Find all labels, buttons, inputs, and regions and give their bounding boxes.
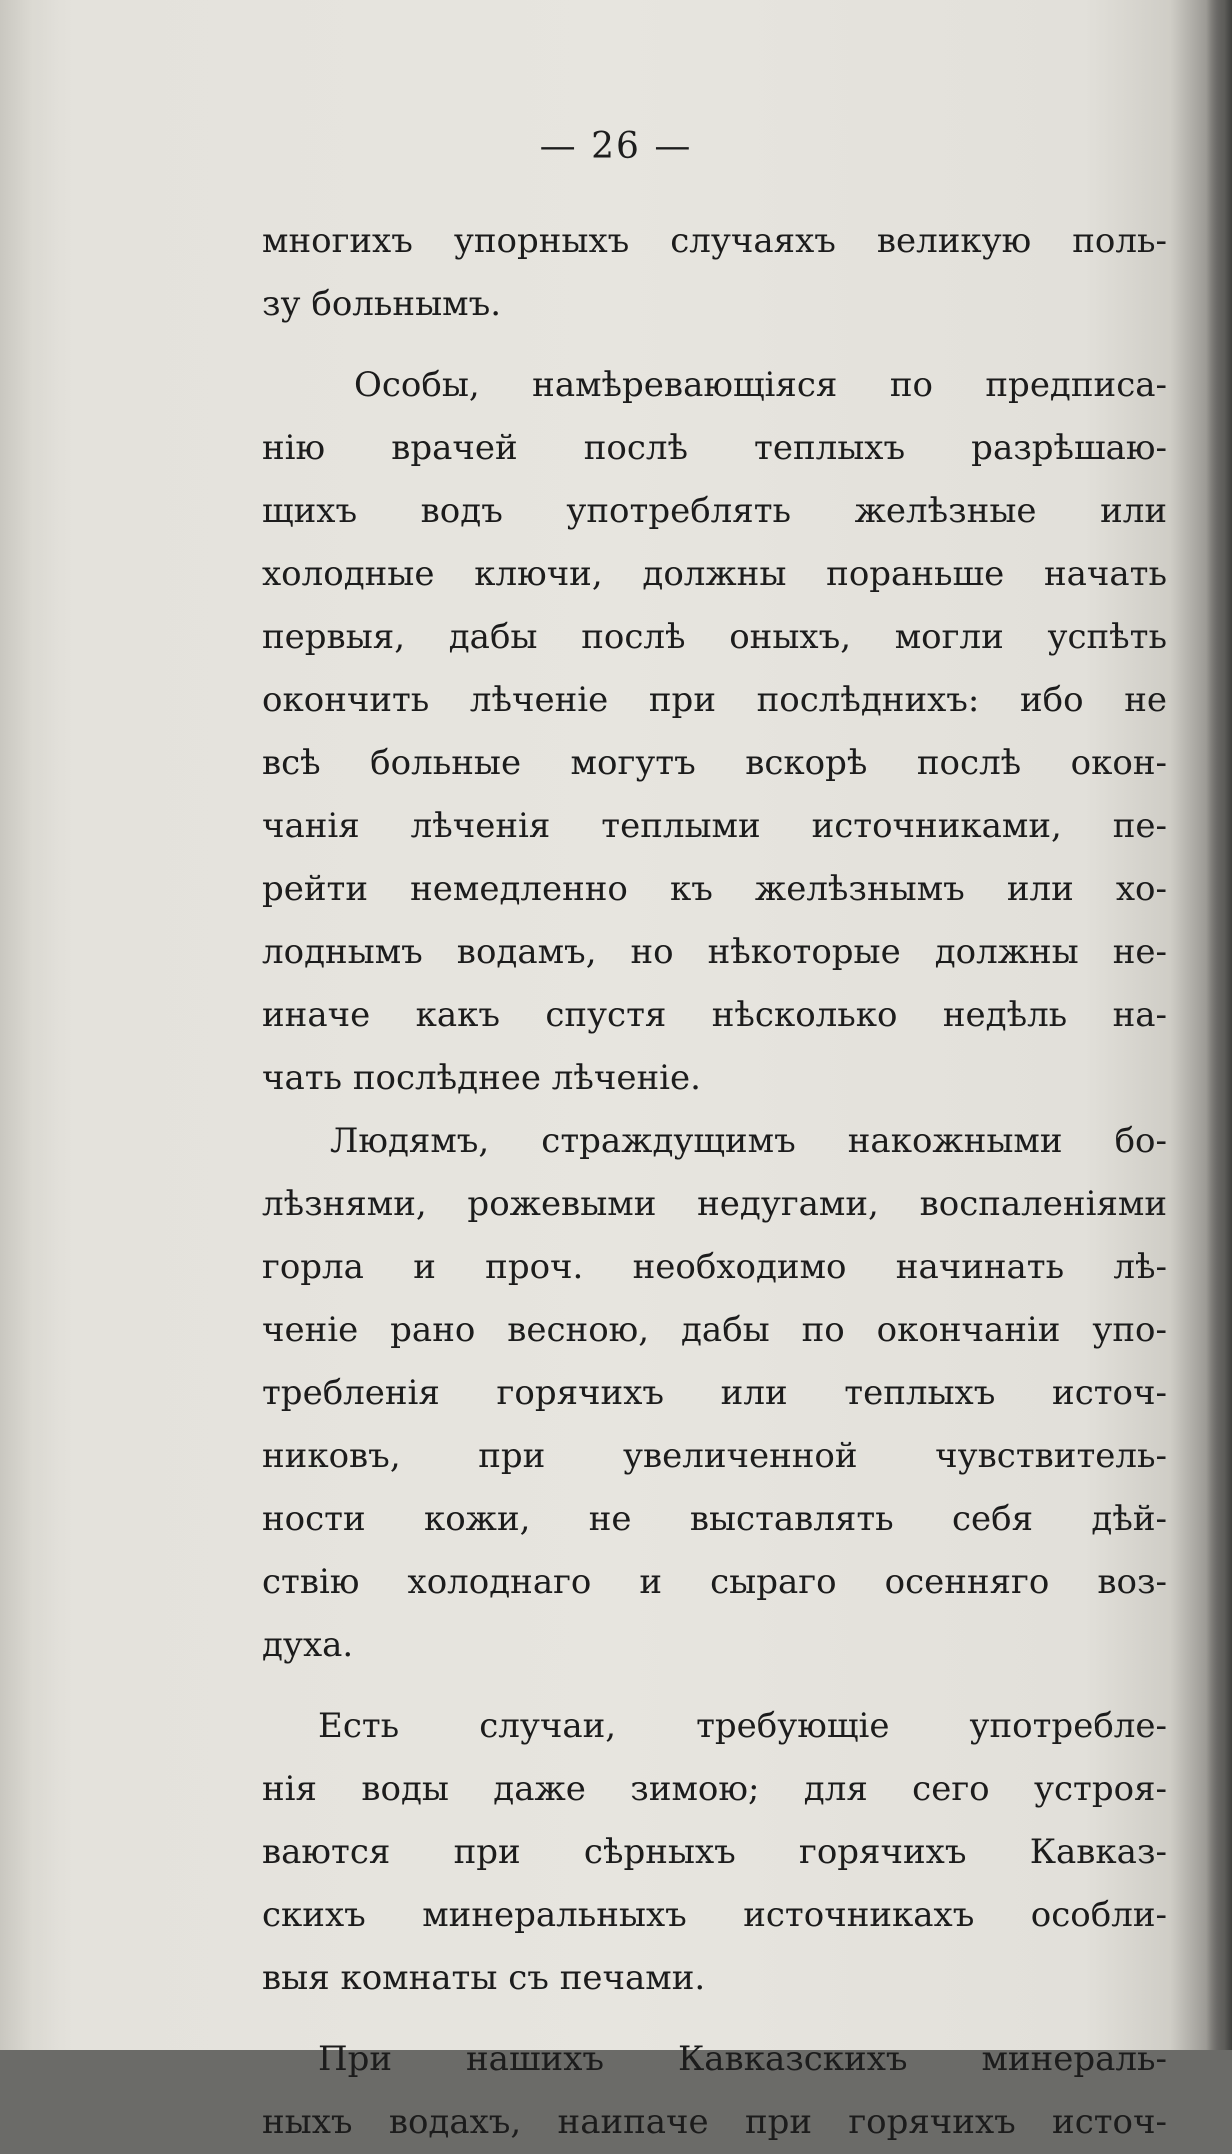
text-line: ности кожи, не выставлять себя дѣй- — [262, 1499, 1167, 1539]
body-text — [262, 210, 1167, 2154]
page-number: — 26 — — [539, 126, 693, 167]
paragraph-first-line: При нашихъ Кавказскихъ минераль- — [318, 2039, 1167, 2079]
text-line: выя комнаты съ печами. — [262, 1958, 706, 1998]
text-line: скихъ минеральныхъ источникахъ особли- — [262, 1895, 1167, 1935]
text-line: нію врачей послѣ теплыхъ разрѣшаю- — [262, 428, 1167, 468]
text-line: многихъ упорныхъ случаяхъ великую поль- — [262, 221, 1167, 261]
text-line: рейти немедленно къ желѣзнымъ или хо- — [262, 869, 1167, 909]
text-line: зу больнымъ. — [262, 284, 502, 324]
text-line: ченіе рано весною, дабы по окончаніи упо- — [262, 1310, 1167, 1350]
text-line: холодные ключи, должны пораньше начать — [262, 554, 1167, 594]
text-line: духа. — [262, 1625, 354, 1665]
text-line: никовъ, при увеличенной чувствитель- — [262, 1436, 1167, 1476]
paragraph-first-line: Особы, намѣревающіяся по предписа- — [354, 365, 1167, 405]
text-line: горла и проч. необходимо начинать лѣ- — [262, 1247, 1167, 1287]
page-left-edge — [0, 0, 55, 2050]
text-line: чанія лѣченія теплыми источниками, пе- — [262, 806, 1167, 846]
text-line: ваются при сѣрныхъ горячихъ Кавказ- — [262, 1832, 1167, 1872]
paragraph-first-line: Людямъ, страждущимъ накожными бо- — [330, 1121, 1167, 1161]
text-line: ствію холоднаго и сыраго осенняго воз- — [262, 1562, 1167, 1602]
text-line: лоднымъ водамъ, но нѣкоторые должны не- — [262, 932, 1167, 972]
text-line: щихъ водъ употреблять желѣзные или — [262, 491, 1167, 531]
text-line: требленія горячихъ или теплыхъ источ- — [262, 1373, 1167, 1413]
text-line: нія воды даже зимою; для сего устроя- — [262, 1769, 1167, 1809]
text-line: ныхъ водахъ, наипаче при горячихъ источ- — [262, 2102, 1167, 2142]
text-line: окончить лѣченіе при послѣднихъ: ибо не — [262, 680, 1167, 720]
paragraph-first-line: Есть случаи, требующіе употребле- — [318, 1706, 1167, 1746]
text-line: всѣ больные могутъ вскорѣ послѣ окон- — [262, 743, 1167, 783]
page-right-edge-shadow — [1206, 0, 1232, 2050]
text-line: лѣзнями, рожевыми недугами, воспаленіями — [262, 1184, 1167, 1224]
text-line: иначе какъ спустя нѣсколько недѣль на- — [262, 995, 1167, 1035]
text-line: чать послѣднее лѣченіе. — [262, 1058, 701, 1098]
text-line: первыя, дабы послѣ оныхъ, могли успѣть — [262, 617, 1167, 657]
